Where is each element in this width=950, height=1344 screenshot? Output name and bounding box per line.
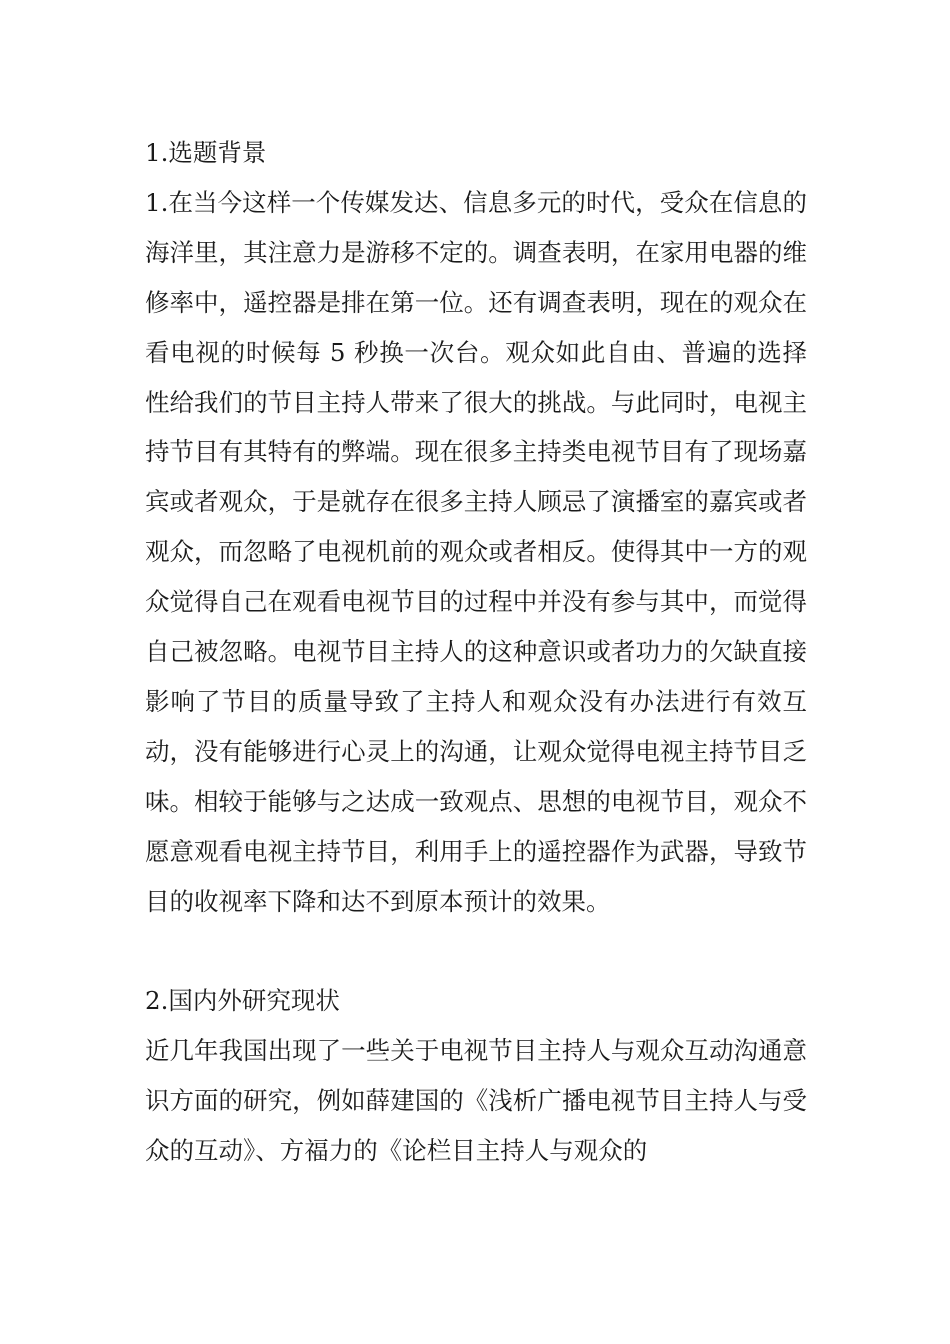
section-paragraph-background: 1.在当今这样一个传媒发达、信息多元的时代，受众在信息的海洋里，其注意力是游移不定的。调查表明，在家用电器的维修率中，遥控器是排在第一位。还有调查表明，现在的观众在看电视的时候每 5 秒换一次台。观众如此自由、普遍的选择性给我们的节目主持人带来了很大的挑战。与此同时，电视主持节目有其特有的弊端。现在很多主持类电视节目有了现场嘉宾或者观众，于是就存在很多主持人顾忌了演播室的嘉宾或者观众，而忽略了电视机前的观众或者相反。使得其中一方的观众觉得自己在观看电视节目的过程中并没有参与其中，而觉得自己被忽略。电视节目主持人的这种意识或者功力的欠缺直接影响了节目的质量导致了主持人和观众没有办法进行有效互动，没有能够进行心灵上的沟通，让观众觉得电视主持节目乏味。相较于能够与之达成一致观点、思想的电视节目，观众不愿意观看电视主持节目，利用手上的遥控器作为武器，导致节目的收视率下降和达不到原本预计的效果。 <box>145 187 807 916</box>
section-heading-research-status: 2.国内外研究现状 <box>145 986 340 1016</box>
section-heading-background: 1.选题背景 <box>145 138 267 167</box>
section-paragraph-research-status: 近几年我国出现了一些关于电视节目主持人与观众互动沟通意识方面的研究，例如薛建国的《浅析广播电视节目主持人与受众的互动》、方福力的《论栏目主持人与观众的 <box>145 1036 807 1166</box>
document-body <box>145 128 807 1176</box>
section-spacer <box>145 927 807 977</box>
